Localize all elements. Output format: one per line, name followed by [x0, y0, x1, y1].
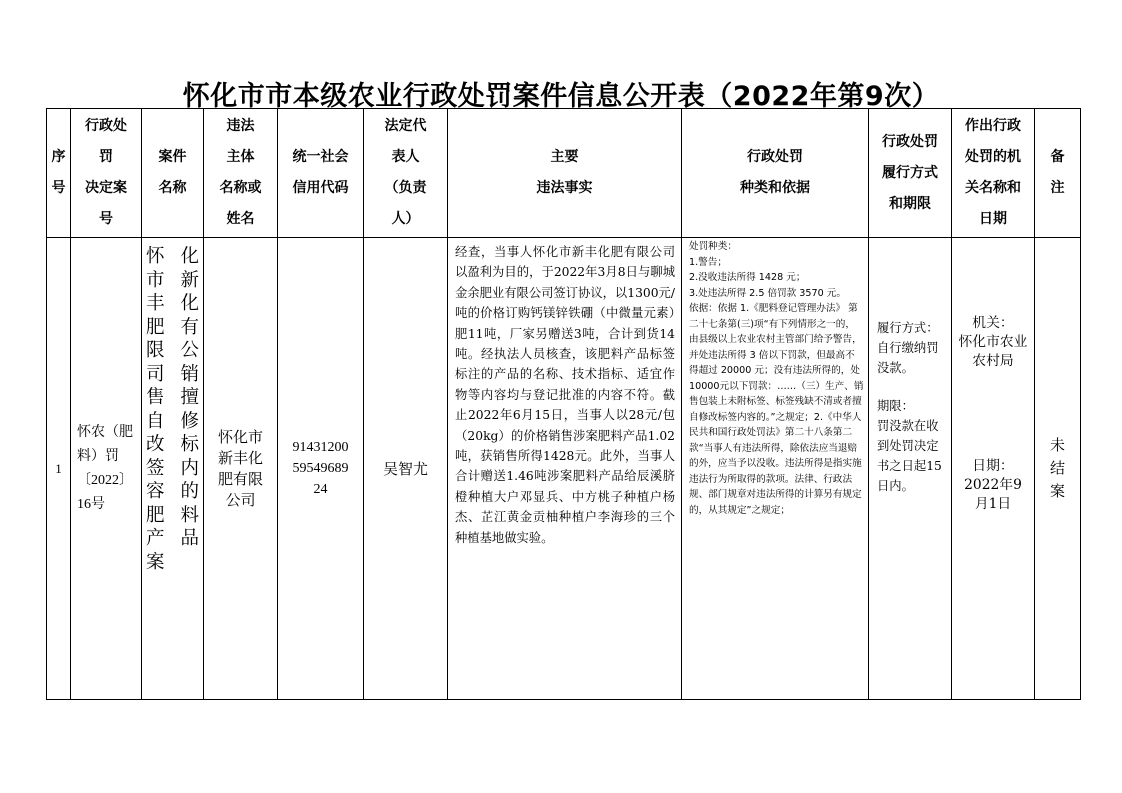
case-name-char: 签: [145, 457, 165, 479]
case-name-char: 修: [180, 410, 200, 432]
cell-execution: [869, 238, 952, 700]
execution-term: 罚没款在收到处罚决定书之日起15日内。: [877, 419, 942, 493]
cell-seq: 1: [47, 238, 71, 700]
decision-date: 2022年9月1日: [964, 477, 1022, 512]
cell-case-name: [142, 238, 204, 700]
header-legal-rep: 法定代 表人 （负责 人）: [364, 109, 448, 238]
case-name-char: 化: [180, 293, 200, 314]
penalty-table: [46, 108, 1081, 700]
case-name-char: 限: [145, 340, 165, 361]
case-name-char: 内: [180, 457, 200, 479]
case-name-column-left: [146, 245, 165, 574]
cell-credit-code: 91431200 59549689 24: [278, 238, 364, 700]
table-row: [47, 238, 1081, 700]
cell-subject: 怀化市 新丰化 肥有限 公司: [204, 238, 278, 700]
header-subject: 违法 主体 名称或 姓名: [204, 109, 278, 238]
case-name-char: 有: [180, 316, 200, 338]
header-decision-number: 行政处 罚 决定案 号: [71, 109, 142, 238]
case-name-char: 销: [180, 363, 200, 385]
header-credit-code: 统一社会 信用代码: [278, 109, 364, 238]
cell-authority: [952, 238, 1035, 700]
cell-legal-rep: 吴智尤: [364, 238, 448, 700]
page-title: 怀化市市本级农业行政处罚案件信息公开表（2022年第9次）: [182, 81, 940, 112]
execution-term-label: 期限：: [877, 399, 914, 413]
cell-decision-number: 怀农（肥 料）罚 〔2022〕 16号: [71, 238, 142, 700]
case-name-char: 产: [145, 528, 165, 549]
date-label: 日期：: [972, 458, 1014, 474]
case-name-char: 售: [145, 387, 165, 408]
case-name-char: 料: [180, 504, 200, 526]
case-name-char: 市: [145, 269, 165, 291]
case-name-char: 怀: [145, 246, 165, 267]
header-case-name: 案件 名称: [142, 109, 204, 238]
header-penalty: 行政处罚 种类和依据: [682, 109, 869, 238]
case-name-char: 新: [180, 269, 200, 291]
authority-label: 机关：: [972, 315, 1014, 331]
case-name-char: 改: [145, 434, 165, 455]
case-name-char: 擅: [180, 387, 200, 408]
authority-name: 怀化市农业农村局: [958, 334, 1028, 369]
case-name-char: 自: [145, 410, 165, 432]
header-execution: 行政处罚 履行方式 和期限: [869, 109, 952, 238]
case-name-char: 肥: [145, 504, 165, 526]
case-name-char: 的: [180, 481, 200, 502]
header-authority: 作出行政 处罚的机 关名称和 日期: [952, 109, 1035, 238]
case-name-char: 品: [180, 528, 200, 549]
case-name-char: 化: [180, 246, 200, 267]
cell-penalty: 处罚种类： 1.警告； 2.没收违法所得 1428 元； 3.处违法所得 2.5 倍罚款 3570 元。 依据：依据 1.《肥料登记管理办法》 第二十七条第(三)项“有下列情形之一的，由县级以上农业农村主管部门给予警告，并处违法所得 3 倍以下罚款，但最高不得超过 20000 元；没有违法所得的，处10000元以下罚款：……（三）生产、销售包装上未附标签、标签残缺不清或者擅自修改标签内容的。”之规定；2.《中华人民共和国行政处罚法》第二十八条第二款“当事人有违法所得，除依法应当退赔的外，应当予以没收。违法所得是指实施违法行为所取得的款项。法律、行政法规、部门规章对违法所得的计算另有规定的，从其规定”之规定；: [682, 238, 869, 700]
case-name-column-right: [181, 245, 200, 551]
case-name-char: 丰: [145, 293, 165, 314]
case-name-char: 容: [145, 481, 165, 502]
execution-method: 履行方式：自行缴纳罚没款。: [877, 321, 939, 375]
case-name-char: 标: [180, 434, 200, 455]
case-name-char: 案: [145, 551, 165, 573]
case-name-char: 公: [180, 340, 200, 361]
cell-facts: 经查，当事人怀化市新丰化肥有限公司以盈利为目的，于2022年3月8日与聊城金余肥业有限公司签订协议，以1300元/吨的价格订购钙镁锌铁硼（中微量元素）肥11吨，厂家另赠送3吨，合计到货14吨。经执法人员核查，该肥料产品标签标注的产品的名称、技术指标、适宜作物等内容均与登记批准的内容不符。截止2022年6月15日，当事人以28元/包（20kg）的价格销售涉案肥料产品1.02吨，获销售所得1428元。此外，当事人合计赠送1.46吨涉案肥料产品给辰溪脐橙种植大户邓显兵、中方桃子种植户杨杰、芷江黄金贡柚种植户李海珍的三个种植基地做实验。: [448, 238, 682, 700]
header-note: 备 注: [1035, 109, 1081, 238]
case-name-char: 肥: [145, 316, 165, 338]
cell-note: 未 结 案: [1035, 238, 1081, 700]
header-facts: 主要 违法事实: [448, 109, 682, 238]
header-row: [47, 109, 1081, 238]
case-name-char: 司: [145, 363, 165, 385]
header-seq: 序 号: [47, 109, 71, 238]
